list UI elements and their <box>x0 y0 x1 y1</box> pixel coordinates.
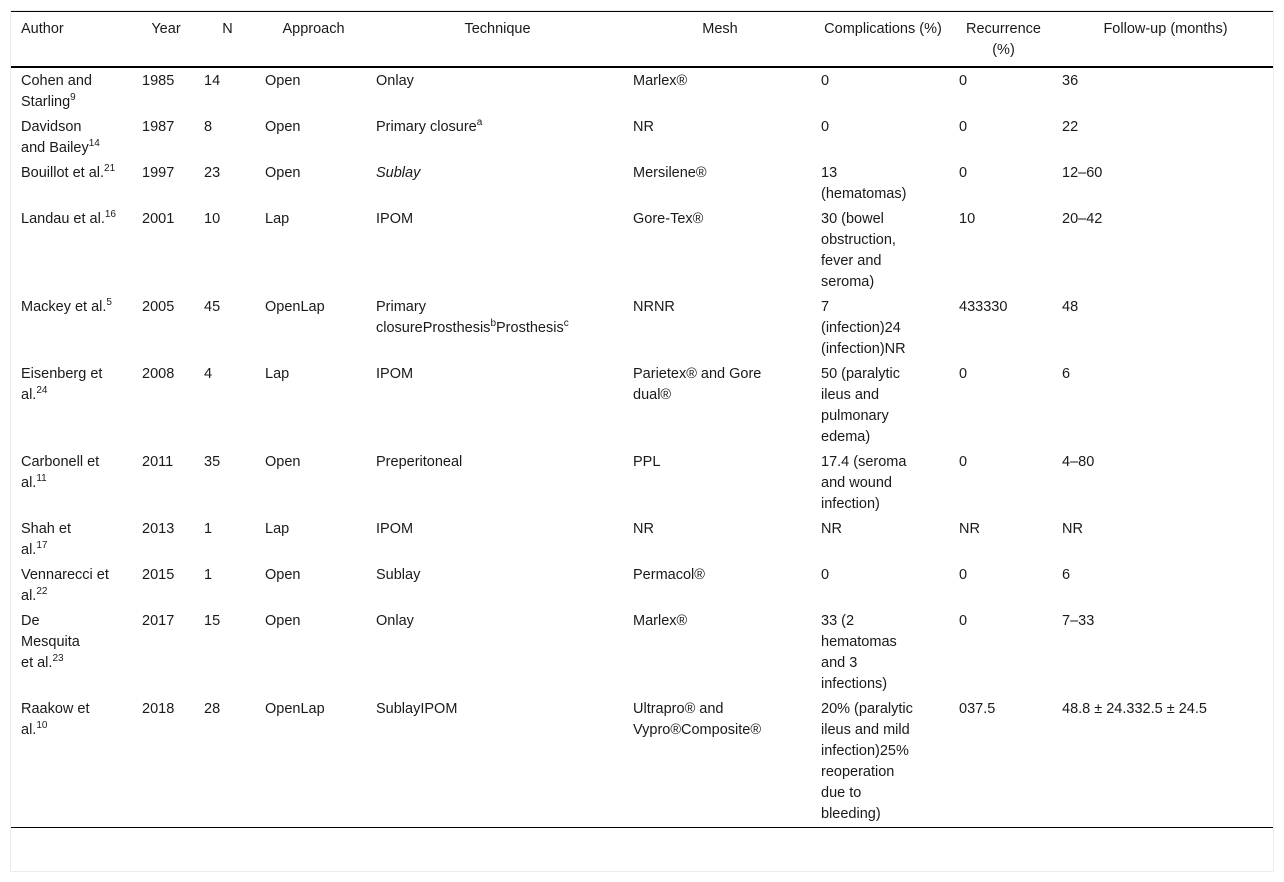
cell-mesh: Marlex® <box>633 73 688 89</box>
cell-recurrence: 433330 <box>959 299 1008 315</box>
cell-followup: 48 <box>1062 299 1079 315</box>
cell-author: Shah et al.$^{17}$ <box>21 521 71 558</box>
cell-approach: Open <box>265 567 301 583</box>
cell-mesh: Marlex® <box>633 613 688 629</box>
cell-author: Bouillot et al.$^{21}$ <box>21 163 116 181</box>
cell-author: De Mesquita et al.$^{23}$ <box>21 613 80 671</box>
cell-complications: 33 (2 hematomas and 3 infections) <box>821 613 897 692</box>
cell-year: 1987 <box>142 119 175 135</box>
header-mesh: Mesh <box>702 21 738 37</box>
header-technique: Technique <box>464 21 531 37</box>
cell-technique: SublayIPOM <box>376 701 458 717</box>
cell-mesh: Gore-Tex® <box>633 211 704 227</box>
cell-n: 15 <box>204 613 221 629</box>
cell-recurrence: 0 <box>959 165 968 181</box>
cell-n: 23 <box>204 165 221 181</box>
cell-followup: 20–42 <box>1062 211 1103 227</box>
table-row <box>11 295 1273 362</box>
table-row <box>11 517 1273 563</box>
cell-technique: Primary closureProsthesis$^b$Prosthesis$^c$ <box>376 299 569 336</box>
cell-recurrence: 10 <box>959 211 976 227</box>
cell-followup: 22 <box>1062 119 1079 135</box>
cell-mesh: Permacol® <box>633 567 705 583</box>
cell-technique: Sublay <box>376 567 421 583</box>
cell-year: 2018 <box>142 701 175 717</box>
cell-approach: Lap <box>265 211 290 227</box>
cell-recurrence: 0 <box>959 119 968 135</box>
cell-recurrence: 0 <box>959 613 968 629</box>
cell-recurrence: 0 <box>959 454 968 470</box>
cell-complications: 7 (infection)24 (infection)NR <box>821 299 906 357</box>
cell-mesh: NRNR <box>633 299 675 315</box>
table-row <box>11 207 1273 295</box>
cell-mesh: Mersilene® <box>633 165 707 181</box>
cell-approach: OpenLap <box>265 701 325 717</box>
cell-year: 1985 <box>142 73 175 89</box>
cell-followup: 4–80 <box>1062 454 1095 470</box>
cell-technique: Onlay <box>376 73 414 89</box>
cell-followup: 36 <box>1062 73 1079 89</box>
cell-complications: 30 (bowel obstruction, fever and seroma) <box>821 211 896 290</box>
table-row <box>11 697 1273 828</box>
cell-complications: 0 <box>821 73 830 89</box>
cell-approach: Open <box>265 119 301 135</box>
cell-technique: IPOM <box>376 366 414 382</box>
cell-approach: Open <box>265 454 301 470</box>
cell-followup: 48.8 ± 24.332.5 ± 24.5 <box>1062 701 1207 717</box>
cell-year: 2017 <box>142 613 175 629</box>
cell-complications: 50 (paralytic ileus and pulmonary edema) <box>821 366 900 445</box>
cell-author: Mackey et al.$^5$ <box>21 297 112 315</box>
table-row <box>11 450 1273 517</box>
cell-complications: 13 (hematomas) <box>821 165 907 202</box>
cell-n: 28 <box>204 701 221 717</box>
cell-technique: Onlay <box>376 613 414 629</box>
cell-author: Davidson and Bailey$^{14}$ <box>21 119 100 156</box>
cell-complications: NR <box>821 521 842 537</box>
cell-mesh: Parietex® and Gore dual® <box>633 366 762 403</box>
cell-followup: 7–33 <box>1062 613 1095 629</box>
cell-technique: Primary closure$^a$ <box>376 117 483 135</box>
table-row <box>11 161 1273 207</box>
cell-approach: OpenLap <box>265 299 325 315</box>
cell-n: 4 <box>204 366 213 382</box>
cell-mesh: NR <box>633 119 654 135</box>
cell-n: 1 <box>204 521 213 537</box>
table-row <box>11 67 1273 115</box>
cell-year: 2015 <box>142 567 175 583</box>
cell-year: 2013 <box>142 521 175 537</box>
cell-n: 10 <box>204 211 221 227</box>
cell-mesh: Ultrapro® and Vypro®Composite® <box>633 701 762 738</box>
cell-followup: 12–60 <box>1062 165 1103 181</box>
studies-table <box>11 11 1273 828</box>
cell-n: 35 <box>204 454 221 470</box>
cell-recurrence: 037.5 <box>959 701 996 717</box>
cell-year: 2008 <box>142 366 175 382</box>
header-row <box>11 12 1273 68</box>
header-followup: Follow-up (months) <box>1103 21 1228 37</box>
cell-author: Raakow et al.$^{10}$ <box>21 701 90 738</box>
cell-followup: NR <box>1062 521 1083 537</box>
header-author: Author <box>21 21 64 37</box>
header-recurrence: Recurrence (%) <box>966 21 1041 58</box>
cell-recurrence: NR <box>959 521 980 537</box>
cell-followup: 6 <box>1062 567 1071 583</box>
cell-complications: 17.4 (seroma and wound infection) <box>821 454 907 512</box>
table-row <box>11 609 1273 697</box>
cell-complications: 0 <box>821 119 830 135</box>
cell-author: Carbonell et al.$^{11}$ <box>21 454 100 491</box>
table-row <box>11 563 1273 609</box>
cell-recurrence: 0 <box>959 567 968 583</box>
cell-technique: Sublay <box>376 165 421 181</box>
cell-technique: IPOM <box>376 211 414 227</box>
cell-approach: Lap <box>265 521 290 537</box>
header-approach: Approach <box>282 21 345 37</box>
cell-approach: Open <box>265 73 301 89</box>
cell-approach: Open <box>265 165 301 181</box>
cell-mesh: NR <box>633 521 654 537</box>
header-n: N <box>222 21 233 37</box>
cell-n: 14 <box>204 73 221 89</box>
cell-author: Cohen and Starling$^9$ <box>21 73 92 110</box>
cell-year: 2001 <box>142 211 175 227</box>
cell-recurrence: 0 <box>959 73 968 89</box>
cell-author: Landau et al.$^{16}$ <box>21 209 116 227</box>
cell-approach: Open <box>265 613 301 629</box>
header-year: Year <box>151 21 181 37</box>
table-row <box>11 115 1273 161</box>
cell-year: 2005 <box>142 299 175 315</box>
cell-n: 8 <box>204 119 213 135</box>
cell-recurrence: 0 <box>959 366 968 382</box>
cell-year: 2011 <box>142 454 174 470</box>
cell-n: 45 <box>204 299 221 315</box>
cell-followup: 6 <box>1062 366 1071 382</box>
header-complications: Complications (%) <box>824 21 942 37</box>
cell-approach: Lap <box>265 366 290 382</box>
cell-author: Vennarecci et al.$^{22}$ <box>21 567 109 604</box>
cell-technique: IPOM <box>376 521 414 537</box>
table-row <box>11 362 1273 450</box>
cell-author: Eisenberg et al.$^{24}$ <box>21 366 103 403</box>
cell-mesh: PPL <box>633 454 661 470</box>
cell-n: 1 <box>204 567 213 583</box>
cell-complications: 0 <box>821 567 830 583</box>
cell-technique: Preperitoneal <box>376 454 463 470</box>
cell-year: 1997 <box>142 165 175 181</box>
cell-complications: 20% (paralytic ileus and mild infection)25% reoperation due to bleeding) <box>821 701 913 822</box>
